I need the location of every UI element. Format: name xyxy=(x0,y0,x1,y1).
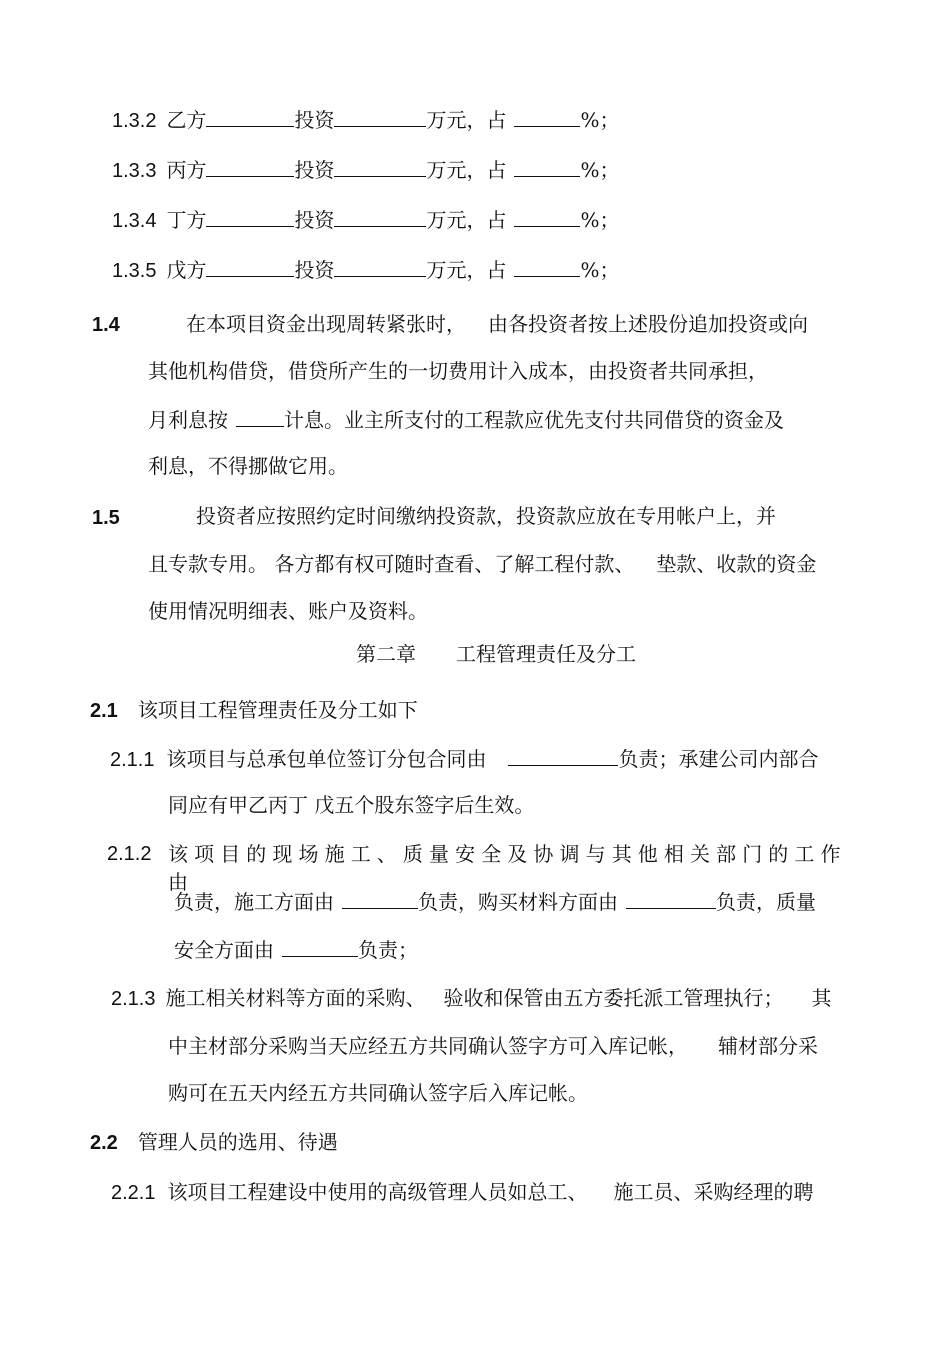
clause-2-1-1-line-2: 同应有甲乙丙丁 戊五个股东签字后生效。 xyxy=(168,793,535,817)
section-2-1 xyxy=(90,696,418,725)
text-segment: 月利息按 xyxy=(148,408,228,432)
clause-number: 2.2 xyxy=(90,1132,118,1154)
clause-number: 2.2.1 xyxy=(111,1182,156,1204)
text-segment: 计息。业主所支付的工程款应优先支付共同借贷的资金及 xyxy=(284,408,784,432)
text-segment: 垫款、收款的资金 xyxy=(656,552,817,576)
party-blank xyxy=(206,204,294,227)
percent-label: %； xyxy=(580,208,620,232)
text-segment: 在本项目资金出现周转紧张时， xyxy=(186,312,466,336)
clause-1-3-2 xyxy=(112,104,620,135)
chapter-number: 第二章 xyxy=(356,642,416,666)
text-segment: 负责；承建公司内部合 xyxy=(618,747,819,771)
clause-1-5-line-2 xyxy=(148,550,816,578)
text-segment: 施工相关材料等方面的采购、 xyxy=(165,986,426,1010)
clause-2-1-3-line-2 xyxy=(168,1032,818,1060)
clause-number: 1.3.3 xyxy=(112,160,157,182)
party-blank xyxy=(206,154,294,177)
clause-1-4-line-4: 利息，不得挪做它用。 xyxy=(148,454,348,478)
text-segment: 中主材部分采购当天应经五方共同确认签字方可入库记帐， xyxy=(168,1034,688,1058)
clause-2-1-2-line-2 xyxy=(174,886,816,916)
percent-blank xyxy=(514,254,580,277)
unit-label: 万元，占 xyxy=(426,258,507,282)
percent-label: %； xyxy=(580,108,620,132)
text-segment: 负责，质量 xyxy=(716,890,816,914)
construction-blank xyxy=(342,886,418,909)
text-segment: 该项目与总承包单位签订分包合同由 xyxy=(166,747,487,771)
safety-blank xyxy=(282,934,358,957)
clause-2-1-3-line-1 xyxy=(111,984,831,1013)
clause-1-3-4 xyxy=(112,204,620,235)
amount-blank xyxy=(334,154,426,177)
percent-label: %； xyxy=(580,158,620,182)
percent-blank xyxy=(514,104,580,127)
amount-blank xyxy=(334,204,426,227)
text-segment: 其 xyxy=(811,986,832,1010)
unit-label: 万元，占 xyxy=(426,208,507,232)
percent-blank xyxy=(514,204,580,227)
invest-label: 投资 xyxy=(294,258,335,282)
chapter-title: 工程管理责任及分工 xyxy=(456,642,636,666)
percent-blank xyxy=(514,154,580,177)
interest-blank xyxy=(236,404,284,427)
clause-1-4-line-2: 其他机构借贷，借贷所产生的一切费用计入成本，由投资者共同承担， xyxy=(148,359,768,383)
clause-1-4-line-3 xyxy=(148,404,784,434)
clause-number: 2.1 xyxy=(90,700,118,722)
party-label: 丙方 xyxy=(166,158,207,182)
text-segment: 验收和保管由五方委托派工管理执行； xyxy=(443,986,784,1010)
clause-number: 1.3.4 xyxy=(112,210,157,232)
amount-blank xyxy=(334,254,426,277)
clause-1-3-5 xyxy=(112,254,620,285)
text-segment: 负责； xyxy=(358,938,418,962)
text-segment: 负责，施工方面由 xyxy=(174,890,334,914)
unit-label: 万元，占 xyxy=(426,108,507,132)
clause-2-1-3-line-3: 购可在五天内经五方共同确认签字后入库记帐。 xyxy=(168,1081,588,1105)
clause-1-3-3 xyxy=(112,154,620,185)
section-title: 管理人员的选用、待遇 xyxy=(137,1130,338,1154)
text-segment: 由各投资者按上述股份追加投资或向 xyxy=(488,312,808,336)
invest-label: 投资 xyxy=(294,158,335,182)
invest-label: 投资 xyxy=(294,108,335,132)
clause-number: 2.1.3 xyxy=(111,988,156,1010)
clause-number: 2.1.1 xyxy=(110,749,155,771)
clause-1-5-line-3: 使用情况明细表、账户及资料。 xyxy=(148,599,428,623)
unit-label: 万元，占 xyxy=(426,158,507,182)
section-title: 该项目工程管理责任及分工如下 xyxy=(137,698,418,722)
clause-number-1-4: 1.4 xyxy=(92,314,120,336)
party-blank xyxy=(206,104,294,127)
section-2-2 xyxy=(90,1128,338,1157)
clause-2-1-2-line-3 xyxy=(174,934,418,964)
material-blank xyxy=(626,886,716,909)
amount-blank xyxy=(334,104,426,127)
text-segment: 施工员、采购经理的聘 xyxy=(613,1180,814,1204)
text-segment: 负责，购买材料方面由 xyxy=(418,890,618,914)
party-label: 乙方 xyxy=(166,108,207,132)
clause-2-1-1-line-1 xyxy=(110,743,818,774)
responsible-blank xyxy=(508,743,618,766)
clause-1-4-line-1 xyxy=(186,310,808,338)
clause-number: 1.3.5 xyxy=(112,260,157,282)
text-segment: 且专款专用。 各方都有权可随时查看、了解工程付款、 xyxy=(148,552,635,576)
text-segment: 该项目工程建设中使用的高级管理人员如总工、 xyxy=(167,1180,588,1204)
clause-1-5-line-1: 投资者应按照约定时间缴纳投资款，投资款应放在专用帐户上，并 xyxy=(196,504,776,528)
clause-2-2-1-line-1 xyxy=(111,1178,813,1207)
party-blank xyxy=(206,254,294,277)
clause-number-1-5: 1.5 xyxy=(92,507,120,529)
text-segment: 该项目的现场施工、质量安全及协调与其他相关部门的工作由 xyxy=(168,842,847,894)
clause-number: 1.3.2 xyxy=(112,110,157,132)
text-segment: 辅材部分采 xyxy=(718,1034,818,1058)
text-segment: 安全方面由 xyxy=(174,938,274,962)
clause-number-2-1-2: 2.1.2 xyxy=(107,843,152,865)
chapter-heading xyxy=(356,640,636,668)
party-label: 丁方 xyxy=(166,208,207,232)
percent-label: %； xyxy=(580,258,620,282)
invest-label: 投资 xyxy=(294,208,335,232)
party-label: 戊方 xyxy=(166,258,207,282)
